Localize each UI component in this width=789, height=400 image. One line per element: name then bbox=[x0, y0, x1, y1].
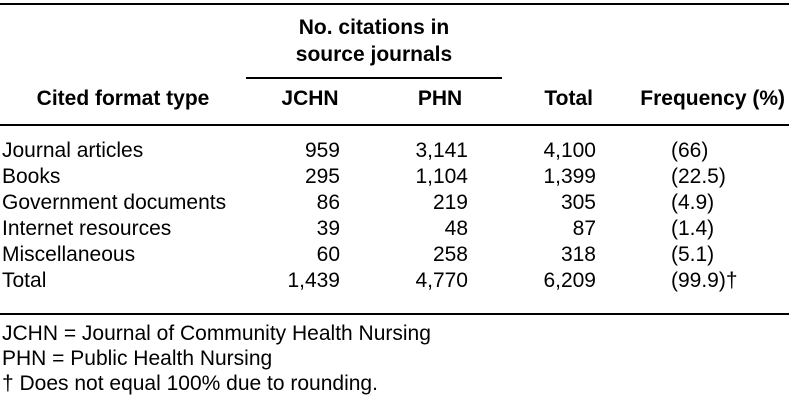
cell-phn: 3,141 bbox=[415, 139, 468, 162]
cell-format: Miscellaneous bbox=[2, 243, 136, 266]
top-rule bbox=[0, 3, 789, 5]
cell-phn: 4,770 bbox=[415, 269, 468, 292]
cell-jchn: 86 bbox=[316, 191, 340, 214]
cell-total: 318 bbox=[560, 243, 596, 266]
cell-format: Total bbox=[2, 269, 47, 292]
footnote-jchn: JCHN = Journal of Community Health Nursing bbox=[2, 322, 431, 345]
cell-frequency: (1.4) bbox=[671, 217, 715, 240]
cell-phn: 1,104 bbox=[415, 165, 468, 188]
cell-total: 305 bbox=[560, 191, 596, 214]
cell-format: Internet resources bbox=[2, 217, 172, 240]
cell-format: Government documents bbox=[2, 191, 227, 214]
bottom-rule bbox=[0, 313, 789, 315]
cell-phn: 258 bbox=[432, 243, 468, 266]
cell-frequency: (22.5) bbox=[671, 165, 726, 188]
cell-format: Books bbox=[2, 165, 61, 188]
group-underline bbox=[246, 77, 502, 79]
cell-format: Journal articles bbox=[2, 139, 144, 162]
group-label-line1: No. citations in bbox=[298, 16, 450, 39]
cell-jchn: 1,439 bbox=[287, 269, 340, 292]
cell-total: 87 bbox=[572, 217, 596, 240]
col-header-frequency: Frequency (%) bbox=[640, 87, 785, 110]
cell-total: 6,209 bbox=[543, 269, 596, 292]
col-header-total: Total bbox=[544, 87, 593, 110]
cell-total: 4,100 bbox=[543, 139, 596, 162]
cell-phn: 219 bbox=[432, 191, 468, 214]
col-header-format: Cited format type bbox=[36, 87, 210, 110]
col-header-phn: PHN bbox=[417, 87, 463, 110]
header-rule bbox=[0, 124, 789, 126]
cell-total: 1,399 bbox=[543, 165, 596, 188]
cell-jchn: 295 bbox=[304, 165, 340, 188]
cell-jchn: 60 bbox=[316, 243, 340, 266]
cell-frequency: (4.9) bbox=[671, 191, 715, 214]
footnote-phn: PHN = Public Health Nursing bbox=[2, 347, 273, 370]
cell-jchn: 39 bbox=[316, 217, 340, 240]
footnote-rounding: † Does not equal 100% due to rounding. bbox=[2, 372, 378, 395]
group-label-line2: source journals bbox=[295, 43, 453, 66]
cell-jchn: 959 bbox=[304, 139, 340, 162]
cell-frequency: (5.1) bbox=[671, 243, 715, 266]
col-header-jchn: JCHN bbox=[281, 87, 339, 110]
cell-frequency: (66) bbox=[671, 139, 709, 162]
cell-frequency: (99.9)† bbox=[671, 269, 738, 292]
cell-phn: 48 bbox=[444, 217, 468, 240]
